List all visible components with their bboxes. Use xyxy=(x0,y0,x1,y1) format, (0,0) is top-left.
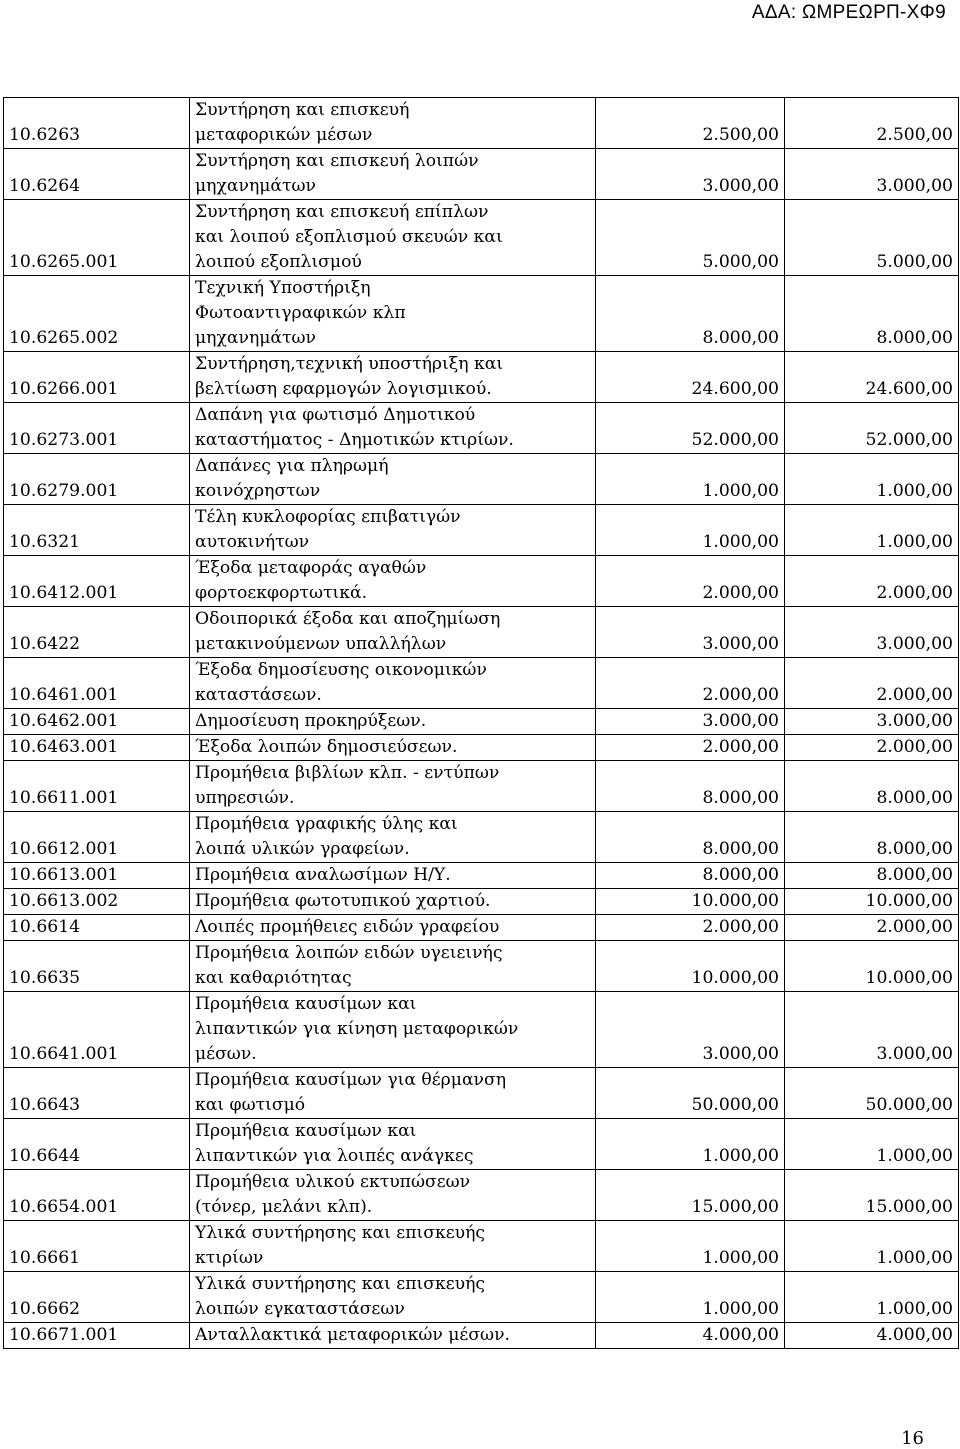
description-line: Ανταλλακτικά μεταφορικών μέσων. xyxy=(195,1325,510,1345)
account-code: 10.6614 xyxy=(4,915,190,941)
table-row xyxy=(4,915,959,941)
table-row xyxy=(4,761,959,812)
account-code: 10.6461.001 xyxy=(4,658,190,709)
table-row xyxy=(4,607,959,658)
account-description xyxy=(190,1170,596,1221)
table-row xyxy=(4,403,959,454)
account-code: 10.6265.001 xyxy=(4,200,190,276)
amount-2: 8.000,00 xyxy=(785,863,959,889)
description-line: Δαπάνη για φωτισμό Δημοτικού xyxy=(195,405,476,425)
account-code: 10.6612.001 xyxy=(4,812,190,863)
description-line: Δημοσίευση προκηρύξεων. xyxy=(195,711,427,731)
account-code: 10.6263 xyxy=(4,98,190,149)
amount-2: 2.500,00 xyxy=(785,98,959,149)
amount-2: 1.000,00 xyxy=(785,1119,959,1170)
amount-2: 2.000,00 xyxy=(785,556,959,607)
description-line: καταστήματος - Δημοτικών κτιρίων. xyxy=(195,430,514,450)
account-code: 10.6266.001 xyxy=(4,352,190,403)
description-line: Προμήθεια βιβλίων κλπ. - εντύπων xyxy=(195,763,500,783)
account-code: 10.6463.001 xyxy=(4,735,190,761)
amount-1: 1.000,00 xyxy=(596,454,785,505)
account-code: 10.6412.001 xyxy=(4,556,190,607)
amount-2: 8.000,00 xyxy=(785,761,959,812)
account-code: 10.6422 xyxy=(4,607,190,658)
amount-2: 3.000,00 xyxy=(785,607,959,658)
amount-1: 2.000,00 xyxy=(596,915,785,941)
table-row xyxy=(4,941,959,992)
amount-1: 3.000,00 xyxy=(596,992,785,1068)
amount-1: 8.000,00 xyxy=(596,812,785,863)
table-row xyxy=(4,1119,959,1170)
description-line: μηχανημάτων xyxy=(195,328,316,348)
table-row xyxy=(4,658,959,709)
description-line: Προμήθεια καυσίμων για θέρμανση xyxy=(195,1070,507,1090)
account-description xyxy=(190,607,596,658)
account-code: 10.6654.001 xyxy=(4,1170,190,1221)
table-row xyxy=(4,1221,959,1272)
description-line: Έξοδα λοιπών δημοσιεύσεων. xyxy=(195,737,458,757)
description-line: λοιπού εξοπλισμού xyxy=(195,252,362,272)
description-line: λιπαντικών για λοιπές ανάγκες xyxy=(195,1146,474,1166)
table-row xyxy=(4,98,959,149)
table-row xyxy=(4,812,959,863)
amount-2: 52.000,00 xyxy=(785,403,959,454)
account-code: 10.6264 xyxy=(4,149,190,200)
amount-1: 1.000,00 xyxy=(596,1221,785,1272)
description-line: και λοιπού εξοπλισμού σκευών και xyxy=(195,227,503,247)
amount-1: 10.000,00 xyxy=(596,941,785,992)
amount-1: 3.000,00 xyxy=(596,607,785,658)
account-code: 10.6635 xyxy=(4,941,190,992)
account-description xyxy=(190,709,596,735)
amount-1: 10.000,00 xyxy=(596,889,785,915)
amount-2: 24.600,00 xyxy=(785,352,959,403)
description-line: μηχανημάτων xyxy=(195,176,316,196)
description-line: βελτίωση εφαρμογών λογισμικού. xyxy=(195,379,492,399)
account-code: 10.6613.002 xyxy=(4,889,190,915)
ada-code: ΑΔΑ: ΩΜΡΕΩΡΠ-ΧΦ9 xyxy=(751,2,946,23)
amount-2: 1.000,00 xyxy=(785,454,959,505)
account-description xyxy=(190,98,596,149)
account-description xyxy=(190,200,596,276)
account-code: 10.6644 xyxy=(4,1119,190,1170)
description-line: Προμήθεια φωτοτυπικού χαρτιού. xyxy=(195,891,491,911)
description-line: Προμήθεια καυσίμων και xyxy=(195,1121,417,1141)
amount-1: 1.000,00 xyxy=(596,505,785,556)
amount-2: 5.000,00 xyxy=(785,200,959,276)
description-line: Προμήθεια λοιπών ειδών υγειεινής xyxy=(195,943,503,963)
amount-1: 2.000,00 xyxy=(596,735,785,761)
amount-1: 5.000,00 xyxy=(596,200,785,276)
table-row xyxy=(4,709,959,735)
table-row xyxy=(4,1272,959,1323)
description-line: Τέλη κυκλοφορίας επιβατιγών xyxy=(195,507,461,527)
account-description xyxy=(190,1272,596,1323)
account-code: 10.6641.001 xyxy=(4,992,190,1068)
table-row xyxy=(4,276,959,352)
amount-1: 50.000,00 xyxy=(596,1068,785,1119)
amount-2: 4.000,00 xyxy=(785,1323,959,1349)
amount-1: 8.000,00 xyxy=(596,863,785,889)
account-description xyxy=(190,505,596,556)
description-line: λοιπών εγκαταστάσεων xyxy=(195,1299,405,1319)
account-code: 10.6643 xyxy=(4,1068,190,1119)
description-line: Υλικά συντήρησης και επισκευής xyxy=(195,1274,485,1294)
amount-1: 1.000,00 xyxy=(596,1272,785,1323)
amount-2: 8.000,00 xyxy=(785,276,959,352)
account-code: 10.6611.001 xyxy=(4,761,190,812)
table-row xyxy=(4,1170,959,1221)
description-line: λιπαντικών για κίνηση μεταφορικών xyxy=(195,1019,519,1039)
table-row xyxy=(4,992,959,1068)
account-description xyxy=(190,403,596,454)
budget-table-body xyxy=(4,98,959,1349)
amount-2: 15.000,00 xyxy=(785,1170,959,1221)
account-code: 10.6279.001 xyxy=(4,454,190,505)
account-description xyxy=(190,149,596,200)
table-row xyxy=(4,454,959,505)
amount-2: 3.000,00 xyxy=(785,149,959,200)
amount-1: 3.000,00 xyxy=(596,709,785,735)
amount-2: 8.000,00 xyxy=(785,812,959,863)
description-line: υπηρεσιών. xyxy=(195,788,295,808)
account-description xyxy=(190,889,596,915)
table-row xyxy=(4,505,959,556)
amount-1: 52.000,00 xyxy=(596,403,785,454)
amount-2: 50.000,00 xyxy=(785,1068,959,1119)
account-description xyxy=(190,941,596,992)
amount-2: 1.000,00 xyxy=(785,505,959,556)
amount-2: 1.000,00 xyxy=(785,1221,959,1272)
amount-1: 2.500,00 xyxy=(596,98,785,149)
table-row xyxy=(4,863,959,889)
description-line: (τόνερ, μελάνι κλπ). xyxy=(195,1197,373,1217)
amount-2: 3.000,00 xyxy=(785,992,959,1068)
account-code: 10.6273.001 xyxy=(4,403,190,454)
amount-2: 10.000,00 xyxy=(785,941,959,992)
description-line: Λοιπές προμήθειες ειδών γραφείου xyxy=(195,917,500,937)
amount-1: 8.000,00 xyxy=(596,276,785,352)
account-description xyxy=(190,992,596,1068)
account-description xyxy=(190,761,596,812)
table-row xyxy=(4,1068,959,1119)
account-description xyxy=(190,1221,596,1272)
description-line: Τεχνική Υποστήριξη xyxy=(195,278,371,298)
description-line: Έξοδα δημοσίευσης οικονομικών xyxy=(195,660,487,680)
account-code: 10.6265.002 xyxy=(4,276,190,352)
page-number: 16 xyxy=(901,1428,924,1449)
amount-2: 2.000,00 xyxy=(785,658,959,709)
description-line: Συντήρηση,τεχνική υποστήριξη και xyxy=(195,354,504,374)
account-description xyxy=(190,454,596,505)
description-line: Φωτοαντιγραφικών κλπ xyxy=(195,303,406,323)
amount-1: 3.000,00 xyxy=(596,149,785,200)
account-code: 10.6671.001 xyxy=(4,1323,190,1349)
amount-1: 8.000,00 xyxy=(596,761,785,812)
description-line: Συντήρηση και επισκευή xyxy=(195,100,410,120)
table-row xyxy=(4,889,959,915)
description-line: λοιπά υλικών γραφείων. xyxy=(195,839,410,859)
description-line: καταστάσεων. xyxy=(195,685,322,705)
table-row xyxy=(4,352,959,403)
description-line: Οδοιπορικά έξοδα και αποζημίωση xyxy=(195,609,501,629)
account-description xyxy=(190,863,596,889)
description-line: και καθαριότητας xyxy=(195,968,352,988)
account-description xyxy=(190,658,596,709)
account-description xyxy=(190,1119,596,1170)
amount-1: 15.000,00 xyxy=(596,1170,785,1221)
amount-1: 1.000,00 xyxy=(596,1119,785,1170)
description-line: Συντήρηση και επισκευή λοιπών xyxy=(195,151,479,171)
account-description xyxy=(190,556,596,607)
table-row xyxy=(4,735,959,761)
account-description xyxy=(190,1323,596,1349)
table-row xyxy=(4,149,959,200)
description-line: φορτοεκφορτωτικά. xyxy=(195,583,368,603)
description-line: κοινόχρηστων xyxy=(195,481,321,501)
account-code: 10.6613.001 xyxy=(4,863,190,889)
description-line: Προμήθεια υλικού εκτυπώσεων xyxy=(195,1172,471,1192)
description-line: Δαπάνες για πληρωμή xyxy=(195,456,389,476)
budget-table xyxy=(3,97,959,1349)
account-code: 10.6662 xyxy=(4,1272,190,1323)
table-row xyxy=(4,556,959,607)
description-line: και φωτισμό xyxy=(195,1095,306,1115)
table-row xyxy=(4,200,959,276)
account-code: 10.6321 xyxy=(4,505,190,556)
description-line: μεταφορικών μέσων xyxy=(195,125,373,145)
account-description xyxy=(190,812,596,863)
account-description xyxy=(190,915,596,941)
table-row xyxy=(4,1323,959,1349)
description-line: μέσων. xyxy=(195,1044,257,1064)
amount-1: 2.000,00 xyxy=(596,556,785,607)
account-description xyxy=(190,352,596,403)
description-line: Συντήρηση και επισκευή επίπλων xyxy=(195,202,489,222)
amount-2: 10.000,00 xyxy=(785,889,959,915)
description-line: Προμήθεια καυσίμων και xyxy=(195,994,417,1014)
amount-1: 24.600,00 xyxy=(596,352,785,403)
amount-2: 3.000,00 xyxy=(785,709,959,735)
account-code: 10.6661 xyxy=(4,1221,190,1272)
amount-2: 2.000,00 xyxy=(785,735,959,761)
account-description xyxy=(190,276,596,352)
description-line: Έξοδα μεταφοράς αγαθών xyxy=(195,558,427,578)
account-description xyxy=(190,1068,596,1119)
description-line: μετακινούμενων υπαλλήλων xyxy=(195,634,447,654)
description-line: Προμήθεια αναλωσίμων Η/Υ. xyxy=(195,865,451,885)
description-line: αυτοκινήτων xyxy=(195,532,310,552)
amount-1: 4.000,00 xyxy=(596,1323,785,1349)
description-line: Προμήθεια γραφικής ύλης και xyxy=(195,814,458,834)
account-code: 10.6462.001 xyxy=(4,709,190,735)
amount-2: 2.000,00 xyxy=(785,915,959,941)
description-line: Υλικά συντήρησης και επισκευής xyxy=(195,1223,485,1243)
amount-2: 1.000,00 xyxy=(785,1272,959,1323)
account-description xyxy=(190,735,596,761)
description-line: κτιρίων xyxy=(195,1248,264,1268)
amount-1: 2.000,00 xyxy=(596,658,785,709)
